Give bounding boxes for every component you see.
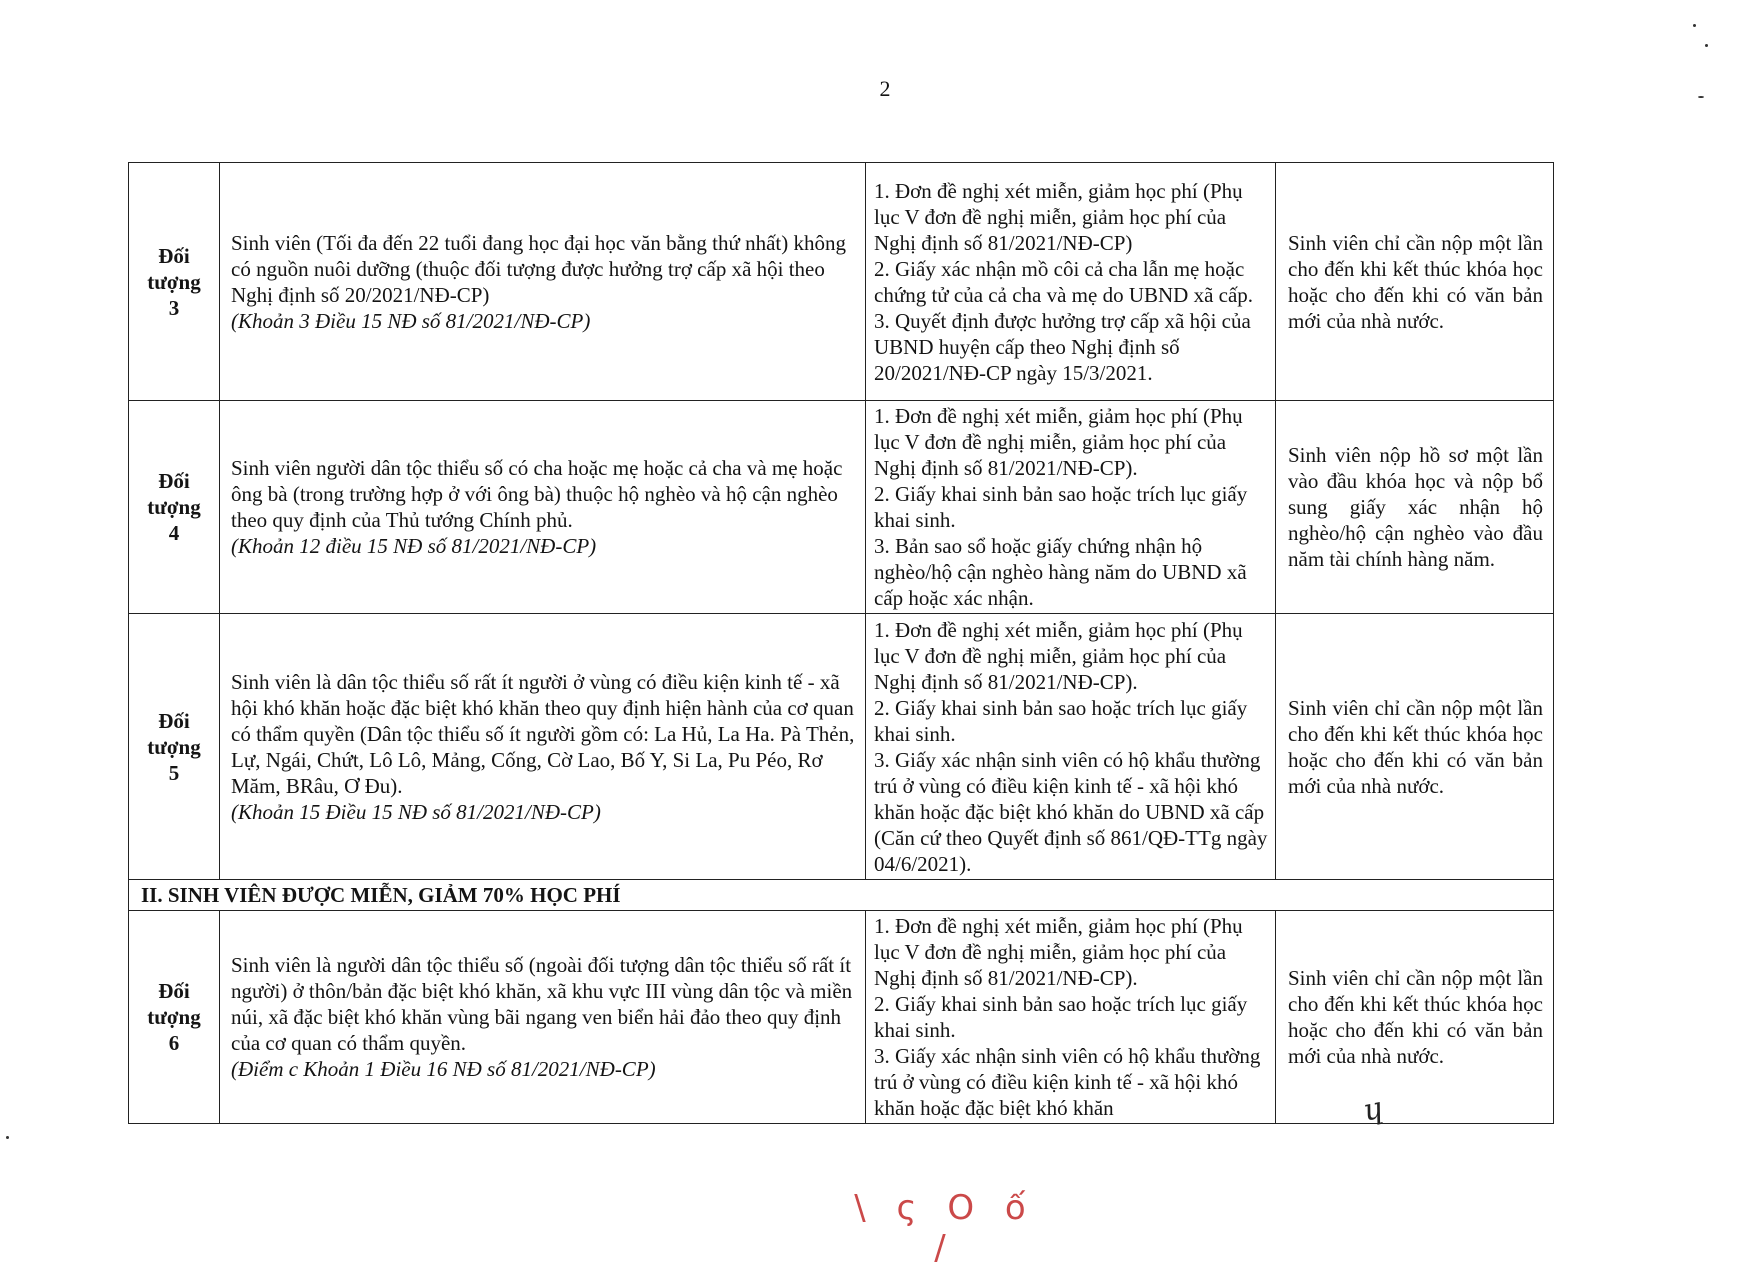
subject-label: Đối tượng 5 <box>129 614 220 880</box>
legal-reference: (Khoản 12 điều 15 NĐ số 81/2021/NĐ-CP) <box>231 534 597 558</box>
section-title: II. SINH VIÊN ĐƯỢC MIỄN, GIẢM 70% HỌC PHÍ <box>129 880 1554 911</box>
submission-note: Sinh viên chỉ cần nộp một lần cho đến khi kết thúc khóa học hoặc cho đến khi có văn bản mới của nhà nước. <box>1276 911 1554 1124</box>
legal-reference: (Khoản 3 Điều 15 NĐ số 81/2021/NĐ-CP) <box>231 308 591 333</box>
required-documents: 1. Đơn đề nghị xét miễn, giảm học phí (Phụ lục V đơn đề nghị miễn, giảm học phí của Nghị định số 81/2021/NĐ-CP). 2. Giấy khai sinh bản sao hoặc trích lục giấy khai sinh. 3. Giấy xác nhận sinh viên có hộ khẩu thường trú ở vùng có điều kiện kinh tế - xã hội khó khăn hoặc đặc biệt khó khăn do UBND xã cấp (Căn cứ theo Quyết định số 861/QĐ-TTg ngày 04/6/2021). <box>866 614 1276 880</box>
scan-speck <box>1693 24 1696 27</box>
required-documents: 1. Đơn đề nghị xét miễn, giảm học phí (Phụ lục V đơn đề nghị miễn, giảm học phí của Nghị định số 81/2021/NĐ-CP). 2. Giấy khai sinh bản sao hoặc trích lục giấy khai sinh. 3. Giấy xác nhận sinh viên có hộ khẩu thường trú ở vùng có điều kiện kinh tế - xã hội khó khăn hoặc đặc biệt khó khăn <box>866 911 1276 1124</box>
subject-description: Sinh viên là dân tộc thiểu số rất ít người ở vùng có điều kiện kinh tế - xã hội khó khăn hoặc đặc biệt khó khăn theo quy định hiện hành của cơ quan có thẩm quyền (Dân tộc thiểu số ít người gồm có: La Hủ, La Ha. Pà Thẻn, Lự, Ngái, Chứt, Lô Lô, Mảng, Cống, Cờ Lao, Bố Y, Si La, Pu Péo, Rơ Măm, BRâu, Ơ Đu). (Khoản 15 Điều 15 NĐ số 81/2021/NĐ-CP) <box>220 614 866 880</box>
scan-speck <box>1705 44 1708 47</box>
submission-note: Sinh viên chỉ cần nộp một lần cho đến khi kết thúc khóa học hoặc cho đến khi có văn bản mới của nhà nước. <box>1276 163 1554 401</box>
subject-description: Sinh viên người dân tộc thiểu số có cha hoặc mẹ hoặc cả cha và mẹ hoặc ông bà (trong trường hợp ở với ông bà) thuộc hộ nghèo và hộ cận nghèo theo quy định của Thủ tướng Chính phủ. (Khoản 12 điều 15 NĐ số 81/2021/NĐ-CP) <box>220 401 866 614</box>
red-seal-stamp: \ ς O ố / <box>854 1188 1036 1268</box>
submission-note: Sinh viên chỉ cần nộp một lần cho đến khi kết thúc khóa học hoặc cho đến khi có văn bản mới của nhà nước. <box>1276 614 1554 880</box>
handwritten-initial: ɥ <box>1360 1090 1387 1129</box>
table-row <box>129 401 1554 614</box>
eligibility-table <box>128 162 1554 1124</box>
submission-note: Sinh viên nộp hồ sơ một lần vào đầu khóa học và nộp bổ sung giấy xác nhận hộ nghèo/hộ cận nghèo vào đầu năm tài chính hàng năm. <box>1276 401 1554 614</box>
subject-label: Đối tượng 6 <box>129 911 220 1124</box>
required-documents: 1. Đơn đề nghị xét miễn, giảm học phí (Phụ lục V đơn đề nghị miễn, giảm học phí của Nghị định số 81/2021/NĐ-CP). 2. Giấy khai sinh bản sao hoặc trích lục giấy khai sinh. 3. Bản sao sổ hoặc giấy chứng nhận hộ nghèo/hộ cận nghèo hàng năm do UBND xã cấp hoặc xác nhận. <box>866 401 1276 614</box>
section-header-row <box>129 880 1554 911</box>
scan-speck <box>6 1136 9 1139</box>
scan-speck <box>1698 96 1704 98</box>
subject-description: Sinh viên (Tối đa đến 22 tuổi đang học đại học văn bằng thứ nhất) không có nguồn nuôi dưỡng (thuộc đối tượng được hưởng trợ cấp xã hội theo Nghị định số 20/2021/NĐ-CP) (Khoản 3 Điều 15 NĐ số 81/2021/NĐ-CP) <box>220 163 866 401</box>
subject-label: Đối tượng 3 <box>129 163 220 401</box>
legal-reference: (Khoản 15 Điều 15 NĐ số 81/2021/NĐ-CP) <box>231 799 601 824</box>
table-row <box>129 614 1554 880</box>
table-row <box>129 163 1554 401</box>
subject-description: Sinh viên là người dân tộc thiểu số (ngoài đối tượng dân tộc thiểu số rất ít người) ở thôn/bản đặc biệt khó khăn, xã khu vực III vùng dân tộc và miền núi, xã đặc biệt khó khăn vùng bãi ngang ven biển hải đảo theo quy định của cơ quan có thẩm quyền. (Điểm c Khoản 1 Điều 16 NĐ số 81/2021/NĐ-CP) <box>220 911 866 1124</box>
legal-reference: (Điểm c Khoản 1 Điều 16 NĐ số 81/2021/NĐ-CP) <box>231 1057 656 1081</box>
table-row <box>129 911 1554 1124</box>
subject-label: Đối tượng 4 <box>129 401 220 614</box>
page-number: 2 <box>879 76 891 101</box>
required-documents: 1. Đơn đề nghị xét miễn, giảm học phí (Phụ lục V đơn đề nghị miễn, giảm học phí của Nghị định số 81/2021/NĐ-CP) 2. Giấy xác nhận mồ côi cả cha lẫn mẹ hoặc chứng tử của cả cha và mẹ do UBND xã cấp. 3. Quyết định được hưởng trợ cấp xã hội của UBND huyện cấp theo Nghị định số 20/2021/NĐ-CP ngày 15/3/2021. <box>866 163 1276 401</box>
